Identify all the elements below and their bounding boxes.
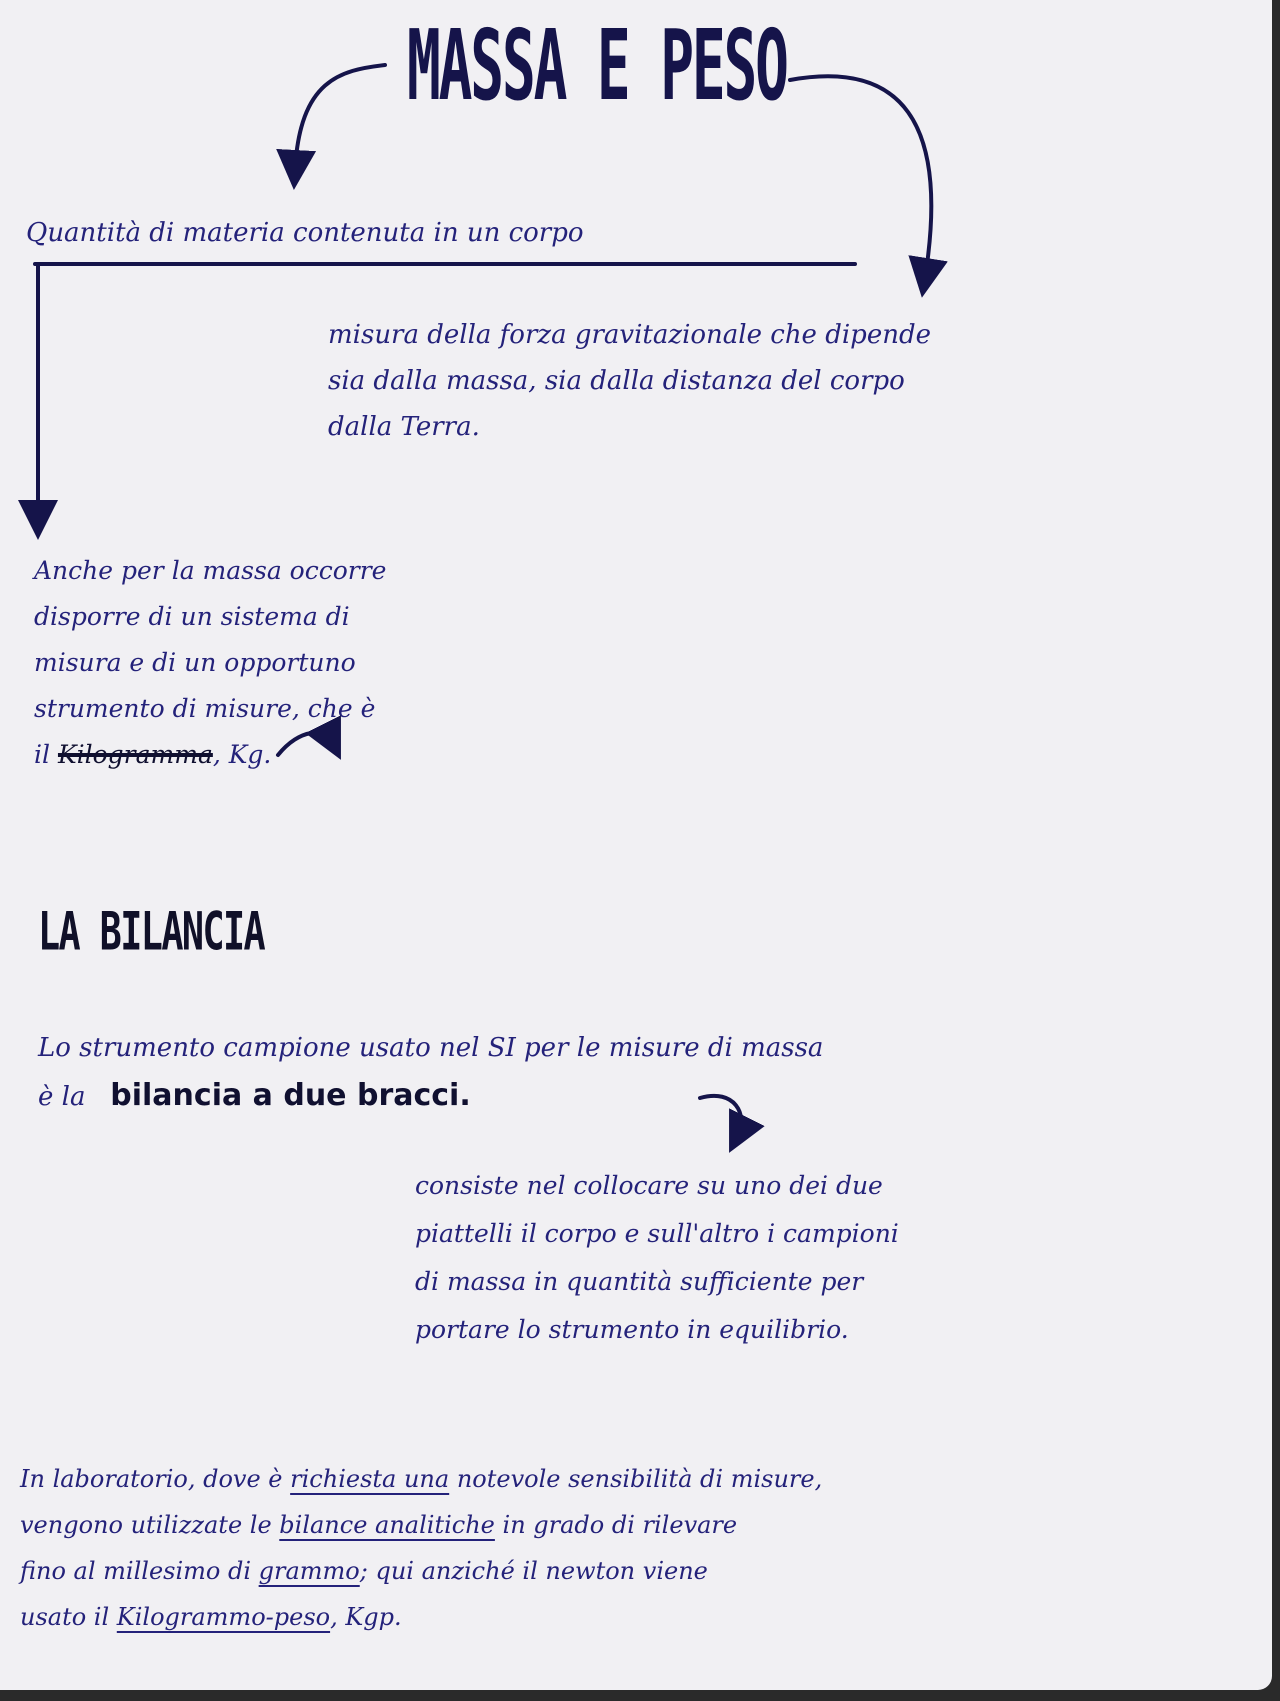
bilancia-highlight: bilancia a due bracci. xyxy=(110,1078,471,1113)
lab-line: usato il Kilogrammo-peso, Kgp. xyxy=(20,1603,402,1631)
mass-definition: Quantità di materia contenuta in un corpo xyxy=(26,218,584,248)
section-title: LA BILANCIA xyxy=(38,900,265,963)
method-line: consiste nel collocare su uno dei due xyxy=(415,1171,883,1200)
lab-line: fino al millesimo di grammo; qui anziché il newton viene xyxy=(20,1557,708,1585)
kg-curved-arrow-icon xyxy=(278,733,332,755)
weight-definition-line: dalla Terra. xyxy=(328,412,480,442)
method-line: piattelli il corpo e sull'altro i campioni xyxy=(415,1219,899,1248)
lab-line: vengono utilizzate le bilance analitiche in grado di rilevare xyxy=(20,1511,738,1539)
mass-unit-line: misura e di un opportuno xyxy=(34,648,356,677)
bilancia-curved-arrow-icon xyxy=(700,1096,741,1135)
mass-unit-line: disporre di un sistema di xyxy=(34,602,350,631)
method-line: di massa in quantità sufficiente per xyxy=(415,1267,864,1296)
mass-unit-line: Anche per la massa occorre xyxy=(34,556,387,585)
weight-definition-line: misura della forza gravitazionale che dipende xyxy=(328,320,931,350)
weight-definition-line: sia dalla massa, sia dalla distanza del corpo xyxy=(328,366,905,396)
bilancia-line: è la bilancia a due bracci. xyxy=(38,1078,471,1113)
left-curved-arrow-icon xyxy=(295,65,385,170)
method-line: portare lo strumento in equilibrio. xyxy=(415,1315,849,1344)
right-curved-arrow-icon xyxy=(790,76,931,278)
lab-line: In laboratorio, dove è richiesta una notevole sensibilità di misure, xyxy=(20,1465,823,1493)
mass-unit-line: il Kilogramma, Kg. xyxy=(34,740,272,769)
page-title: MASSA E PESO xyxy=(407,10,787,123)
bilancia-line: Lo strumento campione usato nel SI per le misure di massa xyxy=(38,1033,824,1063)
struck-word: Kilogramma xyxy=(57,740,213,769)
mass-unit-line: strumento di misure, che è xyxy=(34,694,376,723)
